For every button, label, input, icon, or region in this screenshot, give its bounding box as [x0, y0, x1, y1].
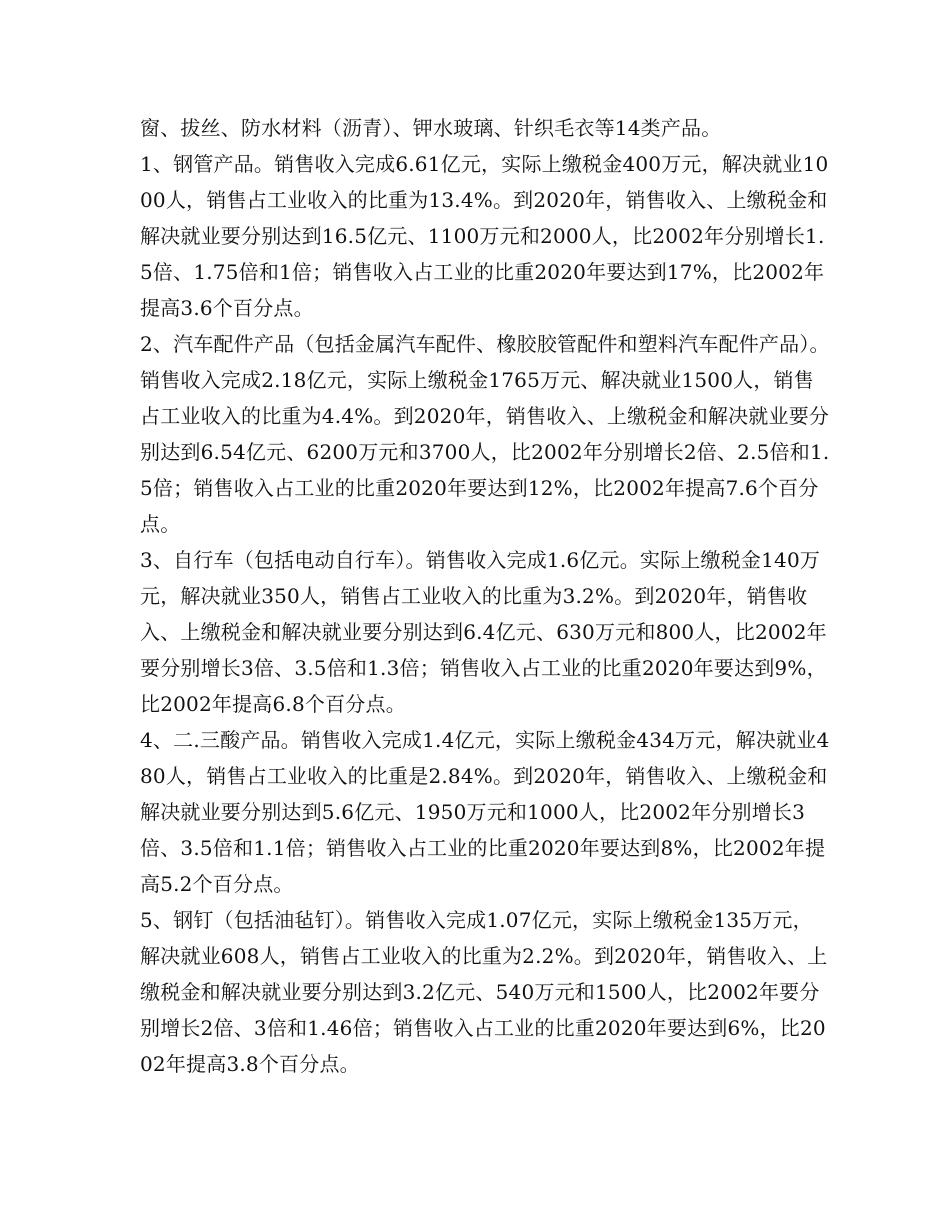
- paragraph-bicycle: 3、自行车（包括电动自行车）。销售收入完成1.6亿元。实际上缴税金140万元，解决就业350人，销售占工业收入的比重为3.2%。到2020年，销售收入、上缴税金和解决就业要分别达到6.4亿元、630万元和800人，比2002年要分别增长3倍、3.5倍和1.3倍；销售收入占工业的比重2020年要达到9%，比2002年提高6.8个百分点。: [140, 548, 827, 716]
- paragraph-continuation: 窗、拔丝、防水材料（沥青）、钾水玻璃、针织毛衣等14类产品。: [140, 116, 722, 140]
- paragraph-steel-pipe: 1、钢管产品。销售收入完成6.61亿元，实际上缴税金400万元，解决就业1000人，销售占工业收入的比重为13.4%。到2020年，销售收入、上缴税金和解决就业要分别达到16.5亿元、1100万元和2000人，比2002年分别增长1.5倍、1.75倍和1倍；销售收入占工业的比重2020年要达到17%，比2002年提高3.6个百分点。: [140, 152, 829, 320]
- paragraph-steel-nails: 5、钢钉（包括油毡钉）。销售收入完成1.07亿元，实际上缴税金135万元，解决就业608人，销售占工业收入的比重为2.2%。到2020年，销售收入、上缴税金和解决就业要分别达到3.2亿元、540万元和1500人，比2002年要分别增长2倍、3倍和1.46倍；销售收入占工业的比重2020年要达到6%，比2002年提高3.8个百分点。: [140, 908, 828, 1076]
- paragraph-auto-parts: 2、汽车配件产品（包括金属汽车配件、橡胶胶管配件和塑料汽车配件产品）。销售收入完成2.18亿元，实际上缴税金1765万元、解决就业1500人，销售占工业收入的比重为4.4%。到2020年，销售收入、上缴税金和解决就业要分别达到6.54亿元、6200万元和3700人，比2002年分别增长2倍、2.5倍和1.5倍；销售收入占工业的比重2020年要达到12%，比2002年提高7.6个百分点。: [140, 332, 830, 536]
- paragraph-acid-products: 4、二.三酸产品。销售收入完成1.4亿元，实际上缴税金434万元，解决就业480人，销售占工业收入的比重是2.84%。到2020年，销售收入、上缴税金和解决就业要分别达到5.6亿元、1950万元和1000人，比2002年分别增长3倍、3.5倍和1.1倍；销售收入占工业的比重2020年要达到8%，比2002年提高5.2个百分点。: [140, 728, 830, 896]
- document-body: [140, 110, 830, 1082]
